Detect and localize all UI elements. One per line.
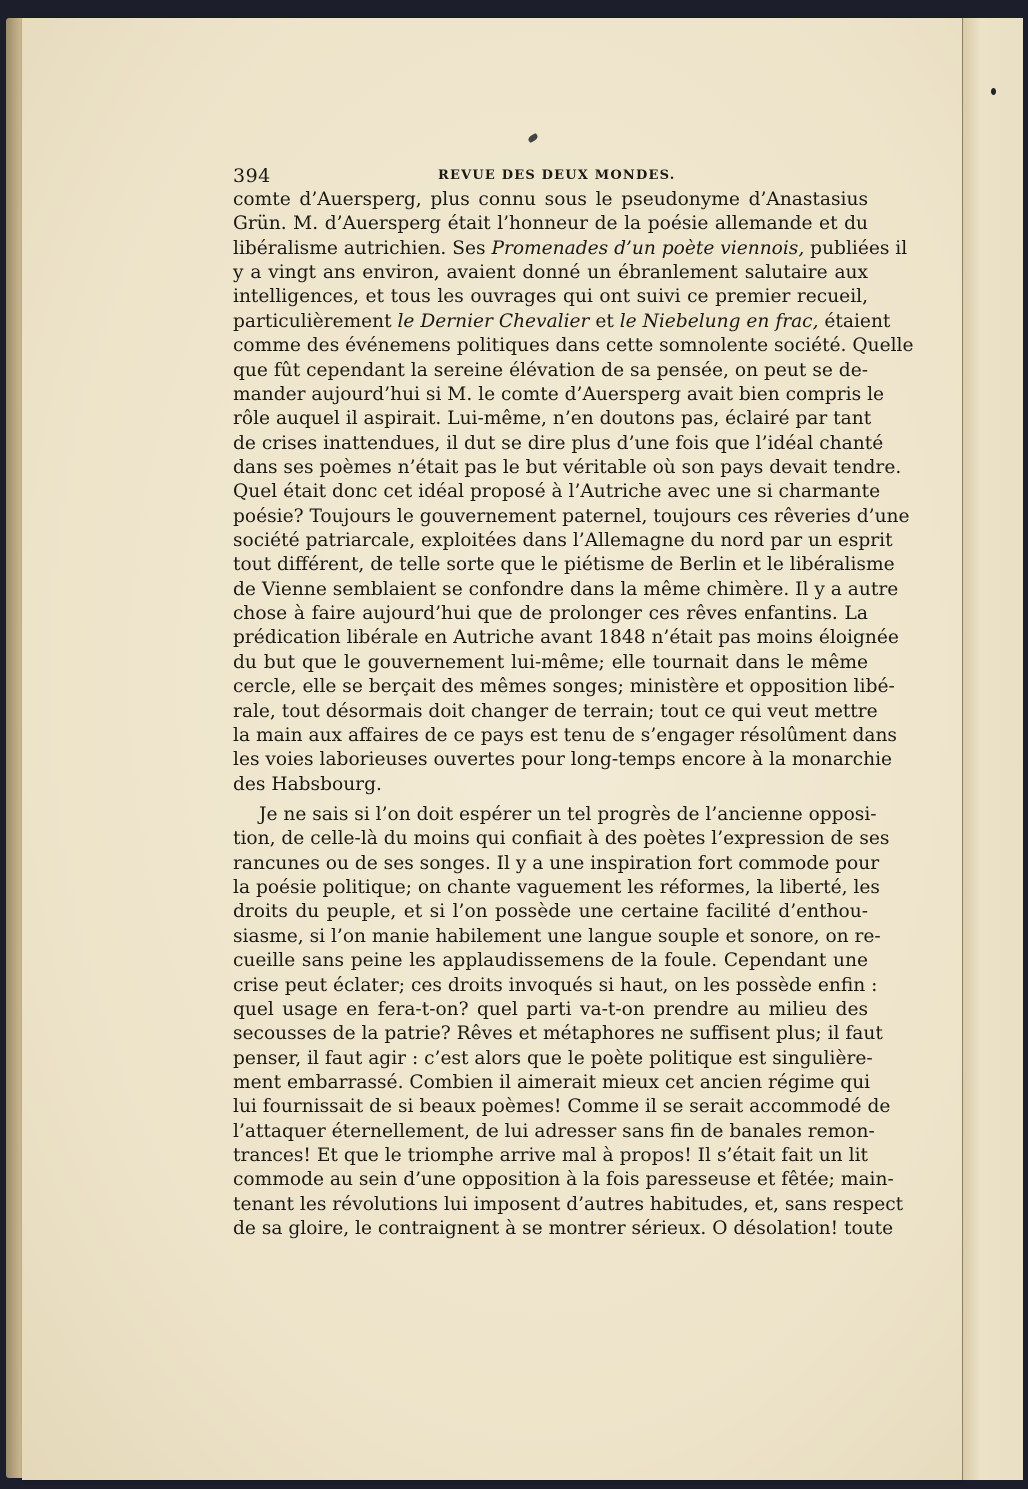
text-run: lui fournissait de si beaux poèmes! Comme il se serait accommodé de — [233, 1096, 891, 1118]
running-title: REVUE DES DEUX MONDES. — [438, 168, 676, 183]
text-run: que fût cependant la sereine élévation de sa pensée, on peut se de- — [233, 359, 868, 381]
text-line — [233, 505, 910, 529]
text-run: chose à faire aujourd’hui que de prolonger ces rêves enfantins. La — [233, 603, 868, 625]
text-run: penser, il faut agir : c’est alors que le poète politique est singulière- — [233, 1047, 873, 1069]
text-run: rancunes ou de ses songes. Il y a une inspiration fort commode pour — [233, 852, 880, 874]
text-line — [233, 827, 890, 851]
italic-title: Promenades d’un poète viennois, — [491, 237, 805, 259]
text-line — [233, 383, 885, 407]
text-run: étaient — [818, 310, 891, 332]
text-line — [233, 407, 872, 431]
text-line — [233, 1144, 868, 1168]
text-run: crise peut éclater; ces droits invoqués si haut, on les possède enfin : — [233, 974, 878, 996]
text-line — [233, 359, 868, 383]
text-run: tenant les révolutions lui imposent d’autres habitudes, et, sans respect — [233, 1193, 904, 1215]
text-run: des Habsbourg. — [233, 773, 382, 795]
text-line — [233, 432, 884, 456]
text-run: Grün. M. d’Auersperg était l’honneur de la poésie allemande et du — [233, 213, 868, 235]
text-line — [233, 237, 908, 261]
text-line — [233, 529, 893, 553]
text-run: commode au sein d’une opposition à la fois paresseuse et fêtée; main- — [233, 1169, 894, 1191]
text-line — [233, 803, 877, 827]
italic-title: le Dernier Chevalier — [397, 310, 590, 332]
text-line — [233, 334, 914, 358]
text-line — [233, 700, 878, 724]
text-run: les voies laborieuses ouvertes pour long-temps encore à la monarchie — [233, 749, 893, 771]
text-line — [233, 1047, 873, 1071]
text-line — [233, 480, 881, 504]
text-run: dans ses poèmes n’était pas le but véritable où son pays devait tendre. — [233, 456, 902, 478]
text-line — [233, 852, 880, 876]
text-line — [233, 974, 878, 998]
text-line — [233, 773, 868, 797]
text-run: cercle, elle se berçait des mêmes songes; ministère et opposition libé- — [233, 676, 895, 698]
text-run: Quel était donc cet idéal proposé à l’Autriche avec une si charmante — [233, 481, 881, 503]
text-run: quel usage en fera-t-on? quel parti va-t-on prendre au milieu des — [233, 998, 868, 1020]
facing-page-edge — [962, 18, 1023, 1480]
italic-title: le Niebelung en frac, — [619, 310, 819, 332]
text-run: comme des événemens politiques dans cette somnolente société. Quelle — [233, 335, 914, 357]
text-run: secousses de la patrie? Rêves et métaphores ne suffisent plus; il faut — [233, 1023, 883, 1045]
page-header — [233, 165, 868, 189]
text-line — [233, 212, 868, 236]
text-run: de crises inattendues, il dut se dire plus d’une fois que l’idéal chanté — [233, 432, 884, 454]
text-run: publiées il — [804, 237, 908, 259]
text-run: et — [589, 310, 620, 332]
text-line — [233, 626, 899, 650]
text-line — [233, 1120, 875, 1144]
text-line — [233, 310, 891, 334]
text-line — [233, 1071, 871, 1095]
text-run: cueille sans peine les applaudissemens de la foule. Cependant une — [233, 950, 868, 972]
text-run: trances! Et que le triomphe arrive mal à propos! Il s’était fait un lit — [233, 1145, 868, 1167]
text-run: siasme, si l’on manie habilement une langue souple et sonore, on re- — [233, 925, 881, 947]
text-line — [233, 1022, 883, 1046]
text-run: mander aujourd’hui si M. le comte d’Auersperg avait bien compris le — [233, 383, 885, 405]
ink-dot — [991, 88, 996, 95]
text-run: comte d’Auersperg, plus connu sous le pseudonyme d’Anastasius — [233, 189, 868, 210]
text-line — [233, 949, 868, 973]
page-number: 394 — [233, 165, 271, 187]
text-run: libéralisme autrichien. Ses — [233, 237, 492, 259]
text-line — [233, 456, 902, 480]
text-run: intelligences, et tous les ouvrages qui ont suivi ce premier recueil, — [233, 286, 868, 308]
text-line — [233, 925, 881, 949]
text-run: la main aux affaires de ce pays est tenu de s’engager résolûment dans — [233, 724, 897, 746]
text-run: poésie? Toujours le gouvernement paternel, toujours ces rêveries d’une — [233, 505, 910, 527]
body-text — [233, 188, 914, 1241]
text-line — [233, 651, 868, 675]
text-run: de Vienne semblaient se confondre dans la même chimère. Il y a autre — [233, 578, 899, 600]
text-run: la poésie politique; on chante vaguement les réformes, la liberté, les — [233, 877, 880, 899]
text-line — [233, 261, 868, 285]
text-run: rale, tout désormais doit changer de terrain; tout ce qui veut mettre — [233, 700, 878, 722]
text-line — [233, 1168, 894, 1192]
text-run: société patriarcale, exploitées dans l’Allemagne du nord par un esprit — [233, 530, 893, 552]
text-line — [233, 1193, 904, 1217]
text-run: Je ne sais si l’on doit espérer un tel progrès de l’ancienne opposi- — [259, 803, 877, 825]
text-line — [233, 578, 899, 602]
text-run: prédication libérale en Autriche avant 1848 n’était pas moins éloignée — [233, 627, 899, 649]
text-line — [233, 675, 895, 699]
text-run: de sa gloire, le contraignent à se montrer sérieux. O désolation! toute — [233, 1218, 894, 1240]
text-line — [233, 1095, 891, 1119]
text-line — [233, 602, 868, 626]
text-line — [233, 876, 880, 900]
text-run: du but que le gouvernement lui-même; elle tournait dans le même — [233, 651, 868, 673]
text-line — [233, 188, 868, 212]
text-run: particulièrement — [233, 310, 398, 332]
text-run: l’attaquer éternellement, de lui adresser sans fin de banales remon- — [233, 1120, 875, 1142]
text-run: tion, de celle-là du moins qui confiait à des poètes l’expression de ses — [233, 828, 890, 850]
text-run: ment embarrassé. Combien il aimerait mieux cet ancien régime qui — [233, 1071, 871, 1093]
text-line — [233, 748, 893, 772]
text-line — [233, 553, 895, 577]
text-run: droits du peuple, et si l’on possède une certaine facilité d’enthou- — [233, 901, 868, 923]
text-line — [233, 998, 868, 1022]
text-line — [233, 1217, 894, 1241]
text-run: tout différent, de telle sorte que le piétisme de Berlin et le libéralisme — [233, 554, 895, 576]
paragraph-2 — [233, 803, 904, 1241]
text-run: y a vingt ans environ, avaient donné un ébranlement salutaire aux — [233, 262, 868, 284]
paragraph-1 — [233, 188, 914, 797]
text-line — [233, 285, 868, 309]
text-line — [233, 900, 868, 924]
text-line — [233, 724, 897, 748]
text-run: rôle auquel il aspirait. Lui-même, n’en doutons pas, éclairé par tant — [233, 408, 872, 430]
